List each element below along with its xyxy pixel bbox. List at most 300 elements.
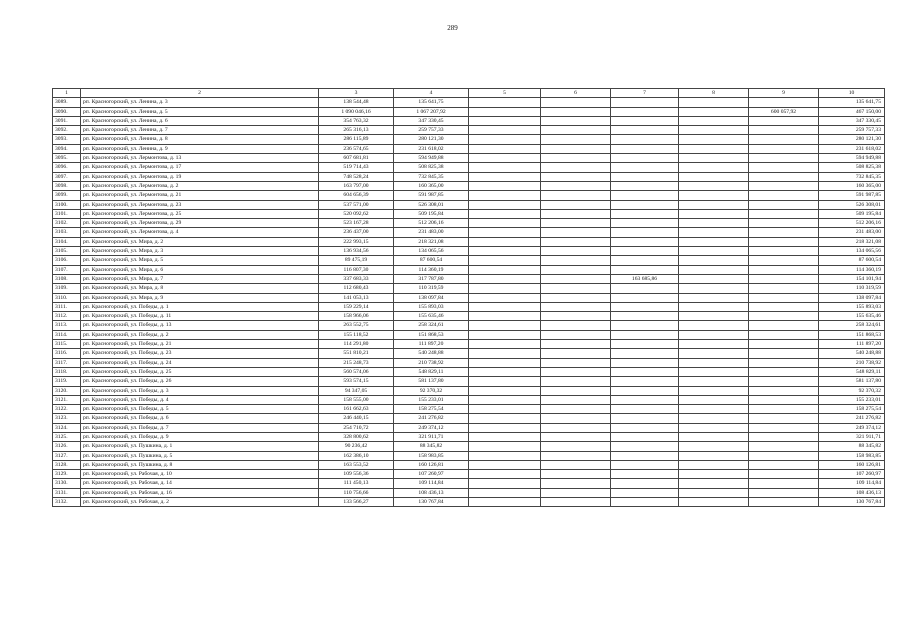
table-row bbox=[53, 349, 885, 358]
col10-cell: 591 987,85 bbox=[819, 191, 885, 200]
col8-cell bbox=[679, 256, 749, 265]
col3-cell: 90 236,42 bbox=[319, 442, 394, 451]
col9-cell bbox=[749, 172, 819, 181]
col4-cell: 138 097,84 bbox=[394, 293, 469, 302]
col10-cell: 347 330,45 bbox=[819, 116, 885, 125]
row-number-cell: 3105. bbox=[53, 247, 81, 256]
col8-cell bbox=[679, 116, 749, 125]
col5-cell bbox=[469, 191, 541, 200]
col9-cell: 600 057,92 bbox=[749, 107, 819, 116]
col8-cell bbox=[679, 135, 749, 144]
address-cell: рп. Красногорский, ул. Мира, д. 8 bbox=[81, 284, 319, 293]
col7-cell bbox=[611, 340, 679, 349]
col8-cell bbox=[679, 358, 749, 367]
col5-cell bbox=[469, 377, 541, 386]
table-row bbox=[53, 116, 885, 125]
col8-cell bbox=[679, 321, 749, 330]
col5-cell bbox=[469, 274, 541, 283]
col9-cell bbox=[749, 498, 819, 507]
col4-cell: 231 618,02 bbox=[394, 144, 469, 153]
col6-cell bbox=[541, 367, 611, 376]
address-cell: рп. Красногорский, ул. Победы, д. 23 bbox=[81, 349, 319, 358]
col7-cell bbox=[611, 116, 679, 125]
address-cell: рп. Красногорский, ул. Ленина, д. 5 bbox=[81, 107, 319, 116]
col7-cell bbox=[611, 163, 679, 172]
col7-cell bbox=[611, 312, 679, 321]
col4-cell: 540 248,88 bbox=[394, 349, 469, 358]
col10-cell: 548 829,11 bbox=[819, 367, 885, 376]
row-number-cell: 3121. bbox=[53, 395, 81, 404]
col4-cell: 509 195,84 bbox=[394, 209, 469, 218]
col3-cell: 215 248,73 bbox=[319, 358, 394, 367]
col5-cell bbox=[469, 395, 541, 404]
address-cell: рп. Красногорский, ул. Победы, д. 21 bbox=[81, 340, 319, 349]
col4-cell: 241 276,82 bbox=[394, 414, 469, 423]
col4-cell: 108 436,13 bbox=[394, 488, 469, 497]
col8-cell bbox=[679, 488, 749, 497]
row-number-cell: 3091. bbox=[53, 116, 81, 125]
col9-cell bbox=[749, 274, 819, 283]
col8-cell bbox=[679, 451, 749, 460]
table-row bbox=[53, 200, 885, 209]
col6-cell bbox=[541, 423, 611, 432]
col7-cell bbox=[611, 442, 679, 451]
row-number-cell: 3117. bbox=[53, 358, 81, 367]
col9-cell bbox=[749, 451, 819, 460]
col4-cell: 158 983,85 bbox=[394, 451, 469, 460]
col5-cell bbox=[469, 321, 541, 330]
address-cell: рп. Красногорский, ул. Победы, д. 24 bbox=[81, 358, 319, 367]
col5-cell bbox=[469, 181, 541, 190]
column-header: 8 bbox=[679, 89, 749, 98]
col4-cell: 548 829,11 bbox=[394, 367, 469, 376]
col6-cell bbox=[541, 330, 611, 339]
col8-cell bbox=[679, 330, 749, 339]
col9-cell bbox=[749, 284, 819, 293]
table-row bbox=[53, 479, 885, 488]
col4-cell: 88 345,82 bbox=[394, 442, 469, 451]
col3-cell: 337 683,33 bbox=[319, 274, 394, 283]
col5-cell bbox=[469, 460, 541, 469]
address-cell: рп. Красногорский, ул. Лермонтова, д. 4 bbox=[81, 228, 319, 237]
col5-cell bbox=[469, 442, 541, 451]
col9-cell bbox=[749, 479, 819, 488]
col6-cell bbox=[541, 312, 611, 321]
col3-cell: 560 574,06 bbox=[319, 367, 394, 376]
address-cell: рп. Красногорский, ул. Лермонтова, д. 2 bbox=[81, 181, 319, 190]
address-cell: рп. Красногорский, ул. Рабочая, д. 16 bbox=[81, 488, 319, 497]
col7-cell bbox=[611, 209, 679, 218]
col3-cell: 523 167,28 bbox=[319, 219, 394, 228]
row-number-cell: 3093. bbox=[53, 135, 81, 144]
col7-cell bbox=[611, 498, 679, 507]
col7-cell bbox=[611, 358, 679, 367]
col4-cell: 512 206,16 bbox=[394, 219, 469, 228]
col8-cell bbox=[679, 432, 749, 441]
col7-cell bbox=[611, 330, 679, 339]
col10-cell: 160 126,81 bbox=[819, 460, 885, 469]
col10-cell: 155 233,01 bbox=[819, 395, 885, 404]
col7-cell bbox=[611, 181, 679, 190]
col4-cell: 231 483,00 bbox=[394, 228, 469, 237]
col7-cell bbox=[611, 284, 679, 293]
col8-cell bbox=[679, 265, 749, 274]
table-row bbox=[53, 274, 885, 283]
col3-cell: 354 763,32 bbox=[319, 116, 394, 125]
address-cell: рп. Красногорский, ул. Рабочая, д. 2 bbox=[81, 498, 319, 507]
col4-cell: 155 233,01 bbox=[394, 395, 469, 404]
address-cell: рп. Красногорский, ул. Ленина, д. 8 bbox=[81, 135, 319, 144]
col7-cell bbox=[611, 200, 679, 209]
col3-cell: 263 552,75 bbox=[319, 321, 394, 330]
row-number-cell: 3109. bbox=[53, 284, 81, 293]
row-number-cell: 3119. bbox=[53, 377, 81, 386]
col8-cell bbox=[679, 237, 749, 246]
col8-cell bbox=[679, 228, 749, 237]
col8-cell bbox=[679, 302, 749, 311]
address-cell: рп. Красногорский, ул. Мира, д. 3 bbox=[81, 247, 319, 256]
col4-cell: 347 330,45 bbox=[394, 116, 469, 125]
address-cell: рп. Красногорский, ул. Победы, д. 3 bbox=[81, 386, 319, 395]
col3-cell: 593 574,15 bbox=[319, 377, 394, 386]
col7-cell bbox=[611, 432, 679, 441]
table-row bbox=[53, 265, 885, 274]
table-row bbox=[53, 386, 885, 395]
col7-cell bbox=[611, 349, 679, 358]
col6-cell bbox=[541, 293, 611, 302]
col7-cell bbox=[611, 126, 679, 135]
col5-cell bbox=[469, 414, 541, 423]
col10-cell: 526 308,01 bbox=[819, 200, 885, 209]
col6-cell bbox=[541, 135, 611, 144]
col3-cell: 133 566,27 bbox=[319, 498, 394, 507]
col8-cell bbox=[679, 442, 749, 451]
col3-cell: 607 681,81 bbox=[319, 154, 394, 163]
col4-cell: 107 260,97 bbox=[394, 470, 469, 479]
row-number-cell: 3114. bbox=[53, 330, 81, 339]
col3-cell: 236 437,00 bbox=[319, 228, 394, 237]
col5-cell bbox=[469, 470, 541, 479]
row-number-cell: 3094. bbox=[53, 144, 81, 153]
address-cell: рп. Красногорский, ул. Ленина, д. 6 bbox=[81, 116, 319, 125]
col10-cell: 231 618,02 bbox=[819, 144, 885, 153]
col7-cell: 163 685,86 bbox=[611, 274, 679, 283]
table-row bbox=[53, 107, 885, 116]
address-cell: рп. Красногорский, ул. Рабочая, д. 10 bbox=[81, 470, 319, 479]
col8-cell bbox=[679, 470, 749, 479]
address-cell: рп. Красногорский, ул. Лермонтова, д. 13 bbox=[81, 154, 319, 163]
col3-cell: 265 316,13 bbox=[319, 126, 394, 135]
col4-cell: 111 897,20 bbox=[394, 340, 469, 349]
col3-cell: 254 710,72 bbox=[319, 423, 394, 432]
col5-cell bbox=[469, 154, 541, 163]
row-number-cell: 3128. bbox=[53, 460, 81, 469]
col7-cell bbox=[611, 293, 679, 302]
table-row bbox=[53, 181, 885, 190]
address-cell: рп. Красногорский, ул. Лермонтова, д. 19 bbox=[81, 172, 319, 181]
col9-cell bbox=[749, 340, 819, 349]
col7-cell bbox=[611, 377, 679, 386]
col10-cell: 249 374,12 bbox=[819, 423, 885, 432]
address-cell: рп. Красногорский, ул. Рабочая, д. 14 bbox=[81, 479, 319, 488]
address-cell: рп. Красногорский, ул. Лермонтова, д. 21 bbox=[81, 191, 319, 200]
col3-cell: 328 800,62 bbox=[319, 432, 394, 441]
col10-cell: 158 275,54 bbox=[819, 405, 885, 414]
col8-cell bbox=[679, 107, 749, 116]
col10-cell: 231 483,00 bbox=[819, 228, 885, 237]
col10-cell: 581 137,80 bbox=[819, 377, 885, 386]
table-row bbox=[53, 330, 885, 339]
col5-cell bbox=[469, 302, 541, 311]
address-cell: рп. Красногорский, ул. Ленина, д. 3 bbox=[81, 98, 319, 107]
col6-cell bbox=[541, 172, 611, 181]
col9-cell bbox=[749, 154, 819, 163]
table-row bbox=[53, 358, 885, 367]
col6-cell bbox=[541, 144, 611, 153]
col6-cell bbox=[541, 395, 611, 404]
row-number-cell: 3090. bbox=[53, 107, 81, 116]
col9-cell bbox=[749, 470, 819, 479]
row-number-cell: 3101. bbox=[53, 209, 81, 218]
col4-cell: 594 949,88 bbox=[394, 154, 469, 163]
address-cell: рп. Красногорский, ул. Лермонтова, д. 17 bbox=[81, 163, 319, 172]
row-number-cell: 3130. bbox=[53, 479, 81, 488]
col9-cell bbox=[749, 312, 819, 321]
col5-cell bbox=[469, 209, 541, 218]
col5-cell bbox=[469, 144, 541, 153]
table-row bbox=[53, 228, 885, 237]
col6-cell bbox=[541, 358, 611, 367]
col5-cell bbox=[469, 340, 541, 349]
col8-cell bbox=[679, 293, 749, 302]
col7-cell bbox=[611, 265, 679, 274]
col6-cell bbox=[541, 154, 611, 163]
col3-cell: 551 810,21 bbox=[319, 349, 394, 358]
col3-cell: 286 115,89 bbox=[319, 135, 394, 144]
row-number-cell: 3125. bbox=[53, 432, 81, 441]
row-number-cell: 3129. bbox=[53, 470, 81, 479]
col6-cell bbox=[541, 181, 611, 190]
col4-cell: 110 319,59 bbox=[394, 284, 469, 293]
col10-cell: 134 065,56 bbox=[819, 247, 885, 256]
col5-cell bbox=[469, 367, 541, 376]
col3-cell: 158 555,00 bbox=[319, 395, 394, 404]
col3-cell: 163 797,00 bbox=[319, 181, 394, 190]
col8-cell bbox=[679, 423, 749, 432]
col9-cell bbox=[749, 321, 819, 330]
table-row bbox=[53, 302, 885, 311]
address-cell: рп. Красногорский, ул. Пушкина, д. 8 bbox=[81, 460, 319, 469]
col10-cell: 259 757,33 bbox=[819, 126, 885, 135]
row-number-cell: 3113. bbox=[53, 321, 81, 330]
col10-cell: 114 360,19 bbox=[819, 265, 885, 274]
col10-cell: 210 738,92 bbox=[819, 358, 885, 367]
col6-cell bbox=[541, 460, 611, 469]
row-number-cell: 3096. bbox=[53, 163, 81, 172]
col4-cell: 321 911,71 bbox=[394, 432, 469, 441]
address-cell: рп. Красногорский, ул. Мира, д. 2 bbox=[81, 237, 319, 246]
address-cell: рп. Красногорский, ул. Пушкина, д. 1 bbox=[81, 442, 319, 451]
col5-cell bbox=[469, 312, 541, 321]
col10-cell: 87 600,54 bbox=[819, 256, 885, 265]
col9-cell bbox=[749, 219, 819, 228]
col8-cell bbox=[679, 414, 749, 423]
col9-cell bbox=[749, 209, 819, 218]
col8-cell bbox=[679, 191, 749, 200]
column-header: 5 bbox=[469, 89, 541, 98]
col5-cell bbox=[469, 284, 541, 293]
column-header: 9 bbox=[749, 89, 819, 98]
col6-cell bbox=[541, 442, 611, 451]
col10-cell: 508 825,38 bbox=[819, 163, 885, 172]
col6-cell bbox=[541, 488, 611, 497]
col4-cell: 249 374,12 bbox=[394, 423, 469, 432]
col10-cell: 138 097,84 bbox=[819, 293, 885, 302]
col3-cell: 111 450,13 bbox=[319, 479, 394, 488]
col9-cell bbox=[749, 423, 819, 432]
col6-cell bbox=[541, 470, 611, 479]
row-number-cell: 3108. bbox=[53, 274, 81, 283]
col10-cell: 241 276,82 bbox=[819, 414, 885, 423]
address-cell: рп. Красногорский, ул. Мира, д. 6 bbox=[81, 265, 319, 274]
col5-cell bbox=[469, 498, 541, 507]
col10-cell: 155 635,46 bbox=[819, 312, 885, 321]
row-number-cell: 3103. bbox=[53, 228, 81, 237]
col5-cell bbox=[469, 237, 541, 246]
column-header: 3 bbox=[319, 89, 394, 98]
col9-cell bbox=[749, 414, 819, 423]
table-row bbox=[53, 460, 885, 469]
column-header: 4 bbox=[394, 89, 469, 98]
col4-cell: 732 845,35 bbox=[394, 172, 469, 181]
col10-cell: 109 114,84 bbox=[819, 479, 885, 488]
address-cell: рп. Красногорский, ул. Победы, д. 13 bbox=[81, 321, 319, 330]
col8-cell bbox=[679, 340, 749, 349]
col8-cell bbox=[679, 498, 749, 507]
col5-cell bbox=[469, 228, 541, 237]
col6-cell bbox=[541, 256, 611, 265]
col3-cell: 158 966,06 bbox=[319, 312, 394, 321]
col5-cell bbox=[469, 488, 541, 497]
col10-cell: 88 345,82 bbox=[819, 442, 885, 451]
col9-cell bbox=[749, 247, 819, 256]
col3-cell: 604 656,39 bbox=[319, 191, 394, 200]
row-number-cell: 3132. bbox=[53, 498, 81, 507]
table-row bbox=[53, 98, 885, 107]
table-row bbox=[53, 432, 885, 441]
col7-cell bbox=[611, 219, 679, 228]
row-number-cell: 3124. bbox=[53, 423, 81, 432]
table-row bbox=[53, 395, 885, 404]
address-cell: рп. Красногорский, ул. Ленина, д. 9 bbox=[81, 144, 319, 153]
col5-cell bbox=[469, 386, 541, 395]
col4-cell: 151 868,53 bbox=[394, 330, 469, 339]
col6-cell bbox=[541, 377, 611, 386]
col4-cell: 591 987,85 bbox=[394, 191, 469, 200]
col6-cell bbox=[541, 228, 611, 237]
table-row bbox=[53, 377, 885, 386]
col7-cell bbox=[611, 302, 679, 311]
col5-cell bbox=[469, 330, 541, 339]
address-cell: рп. Красногорский, ул. Ленина, д. 7 bbox=[81, 126, 319, 135]
col6-cell bbox=[541, 284, 611, 293]
col5-cell bbox=[469, 116, 541, 125]
col4-cell: 317 787,80 bbox=[394, 274, 469, 283]
address-cell: рп. Красногорский, ул. Лермонтова, д. 29 bbox=[81, 219, 319, 228]
col8-cell bbox=[679, 312, 749, 321]
col10-cell: 160 365,00 bbox=[819, 181, 885, 190]
table-row bbox=[53, 219, 885, 228]
col4-cell: 155 635,46 bbox=[394, 312, 469, 321]
col10-cell: 540 248,88 bbox=[819, 349, 885, 358]
row-number-cell: 3112. bbox=[53, 312, 81, 321]
col5-cell bbox=[469, 349, 541, 358]
col6-cell bbox=[541, 414, 611, 423]
col9-cell bbox=[749, 200, 819, 209]
col5-cell bbox=[469, 107, 541, 116]
address-cell: рп. Красногорский, ул. Победы, д. 7 bbox=[81, 423, 319, 432]
col8-cell bbox=[679, 479, 749, 488]
col4-cell: 160 126,81 bbox=[394, 460, 469, 469]
col10-cell: 135 641,75 bbox=[819, 98, 885, 107]
col7-cell bbox=[611, 405, 679, 414]
col6-cell bbox=[541, 247, 611, 256]
col3-cell: 114 291,80 bbox=[319, 340, 394, 349]
address-cell: рп. Красногорский, ул. Лермонтова, д. 25 bbox=[81, 209, 319, 218]
col9-cell bbox=[749, 432, 819, 441]
col9-cell bbox=[749, 228, 819, 237]
col7-cell bbox=[611, 144, 679, 153]
address-cell: рп. Красногорский, ул. Победы, д. 26 bbox=[81, 377, 319, 386]
col7-cell bbox=[611, 414, 679, 423]
col5-cell bbox=[469, 98, 541, 107]
column-header: 1 bbox=[53, 89, 81, 98]
col3-cell: 141 053,13 bbox=[319, 293, 394, 302]
col8-cell bbox=[679, 154, 749, 163]
col10-cell: 92 370,32 bbox=[819, 386, 885, 395]
col9-cell bbox=[749, 488, 819, 497]
row-number-cell: 3104. bbox=[53, 237, 81, 246]
col10-cell: 732 845,35 bbox=[819, 172, 885, 181]
col7-cell bbox=[611, 386, 679, 395]
address-cell: рп. Красногорский, ул. Лермонтова, д. 23 bbox=[81, 200, 319, 209]
col6-cell bbox=[541, 98, 611, 107]
col7-cell bbox=[611, 247, 679, 256]
col6-cell bbox=[541, 107, 611, 116]
col7-cell bbox=[611, 256, 679, 265]
address-cell: рп. Красногорский, ул. Победы, д. 25 bbox=[81, 367, 319, 376]
col5-cell bbox=[469, 219, 541, 228]
col6-cell bbox=[541, 386, 611, 395]
col7-cell bbox=[611, 321, 679, 330]
col9-cell bbox=[749, 386, 819, 395]
table-row bbox=[53, 423, 885, 432]
col10-cell: 509 195,84 bbox=[819, 209, 885, 218]
col8-cell bbox=[679, 163, 749, 172]
col3-cell: 520 092,62 bbox=[319, 209, 394, 218]
col6-cell bbox=[541, 274, 611, 283]
table-row bbox=[53, 209, 885, 218]
col4-cell: 218 321,08 bbox=[394, 237, 469, 246]
col7-cell bbox=[611, 107, 679, 116]
address-cell: рп. Красногорский, ул. Победы, д. 5 bbox=[81, 405, 319, 414]
col5-cell bbox=[469, 423, 541, 432]
col3-cell: 112 680,43 bbox=[319, 284, 394, 293]
col6-cell bbox=[541, 219, 611, 228]
page-number: 289 bbox=[447, 24, 458, 32]
col7-cell bbox=[611, 367, 679, 376]
col4-cell: 87 600,54 bbox=[394, 256, 469, 265]
